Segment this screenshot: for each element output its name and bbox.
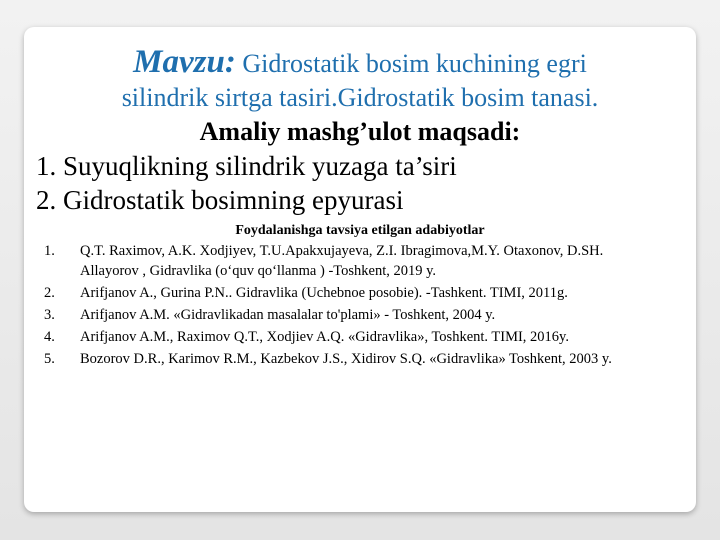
references-heading: Foydalanishga tavsiya etilgan adabiyotlar (235, 223, 485, 238)
title-prefix: Mavzu: (133, 44, 236, 80)
reference-number: 1. (44, 243, 55, 259)
slide-card (24, 27, 696, 512)
goal-item-2: 2. Gidrostatik bosimning epyurasi (36, 185, 404, 215)
title-line-1 (34, 45, 686, 81)
reference-number: 2. (44, 285, 55, 301)
reference-item-5 (34, 349, 686, 369)
goal-item-1: 1. Suyuqlikning silindrik yuzaga ta’siri (36, 151, 457, 181)
reference-number: 5. (44, 351, 55, 367)
reference-item-4 (34, 327, 686, 347)
title-text-line-1: Gidrostatik bosim kuchining egri (242, 49, 587, 78)
reference-text: Bozorov D.R., Karimov R.M., Kazbekov J.S., Xidirov S.Q. «Gidravlika» Toshkent, 2003 y. (80, 351, 612, 367)
reference-item-1 (34, 241, 686, 281)
goals-heading: Amaliy mashg’ulot maqsadi: (199, 117, 521, 146)
references-list (34, 241, 686, 369)
reference-item-3 (34, 305, 686, 325)
reference-text: Q.T. Raximov, A.K. Xodjiyev, T.U.Apakxujayeva, Z.I. Ibragimova,M.Y. Otaxonov, D.SH. Allayorov , Gidravlika (o‘quv qo‘llanma ) -Toshkent, 2019 y. (80, 243, 604, 279)
reference-item-2 (34, 283, 686, 303)
title-text-line-2: silindrik sirtga tasiri.Gidrostatik bosim tanasi. (121, 83, 599, 112)
reference-number: 3. (44, 307, 55, 323)
reference-text: Arifjanov A.M., Raximov Q.T., Xodjiev A.Q. «Gidravlika», Toshkent. TIMI, 2016y. (80, 329, 569, 345)
reference-number: 4. (44, 329, 55, 345)
title-line-2 (34, 81, 686, 115)
reference-text: Arifjanov A.M. «Gidravlikadan masalalar to'plami» - Toshkent, 2004 y. (80, 307, 496, 323)
reference-text: Arifjanov A., Gurina P.N.. Gidravlika (Uchebnoe posobie). -Tashkent. TIMI, 2011g. (80, 285, 568, 301)
